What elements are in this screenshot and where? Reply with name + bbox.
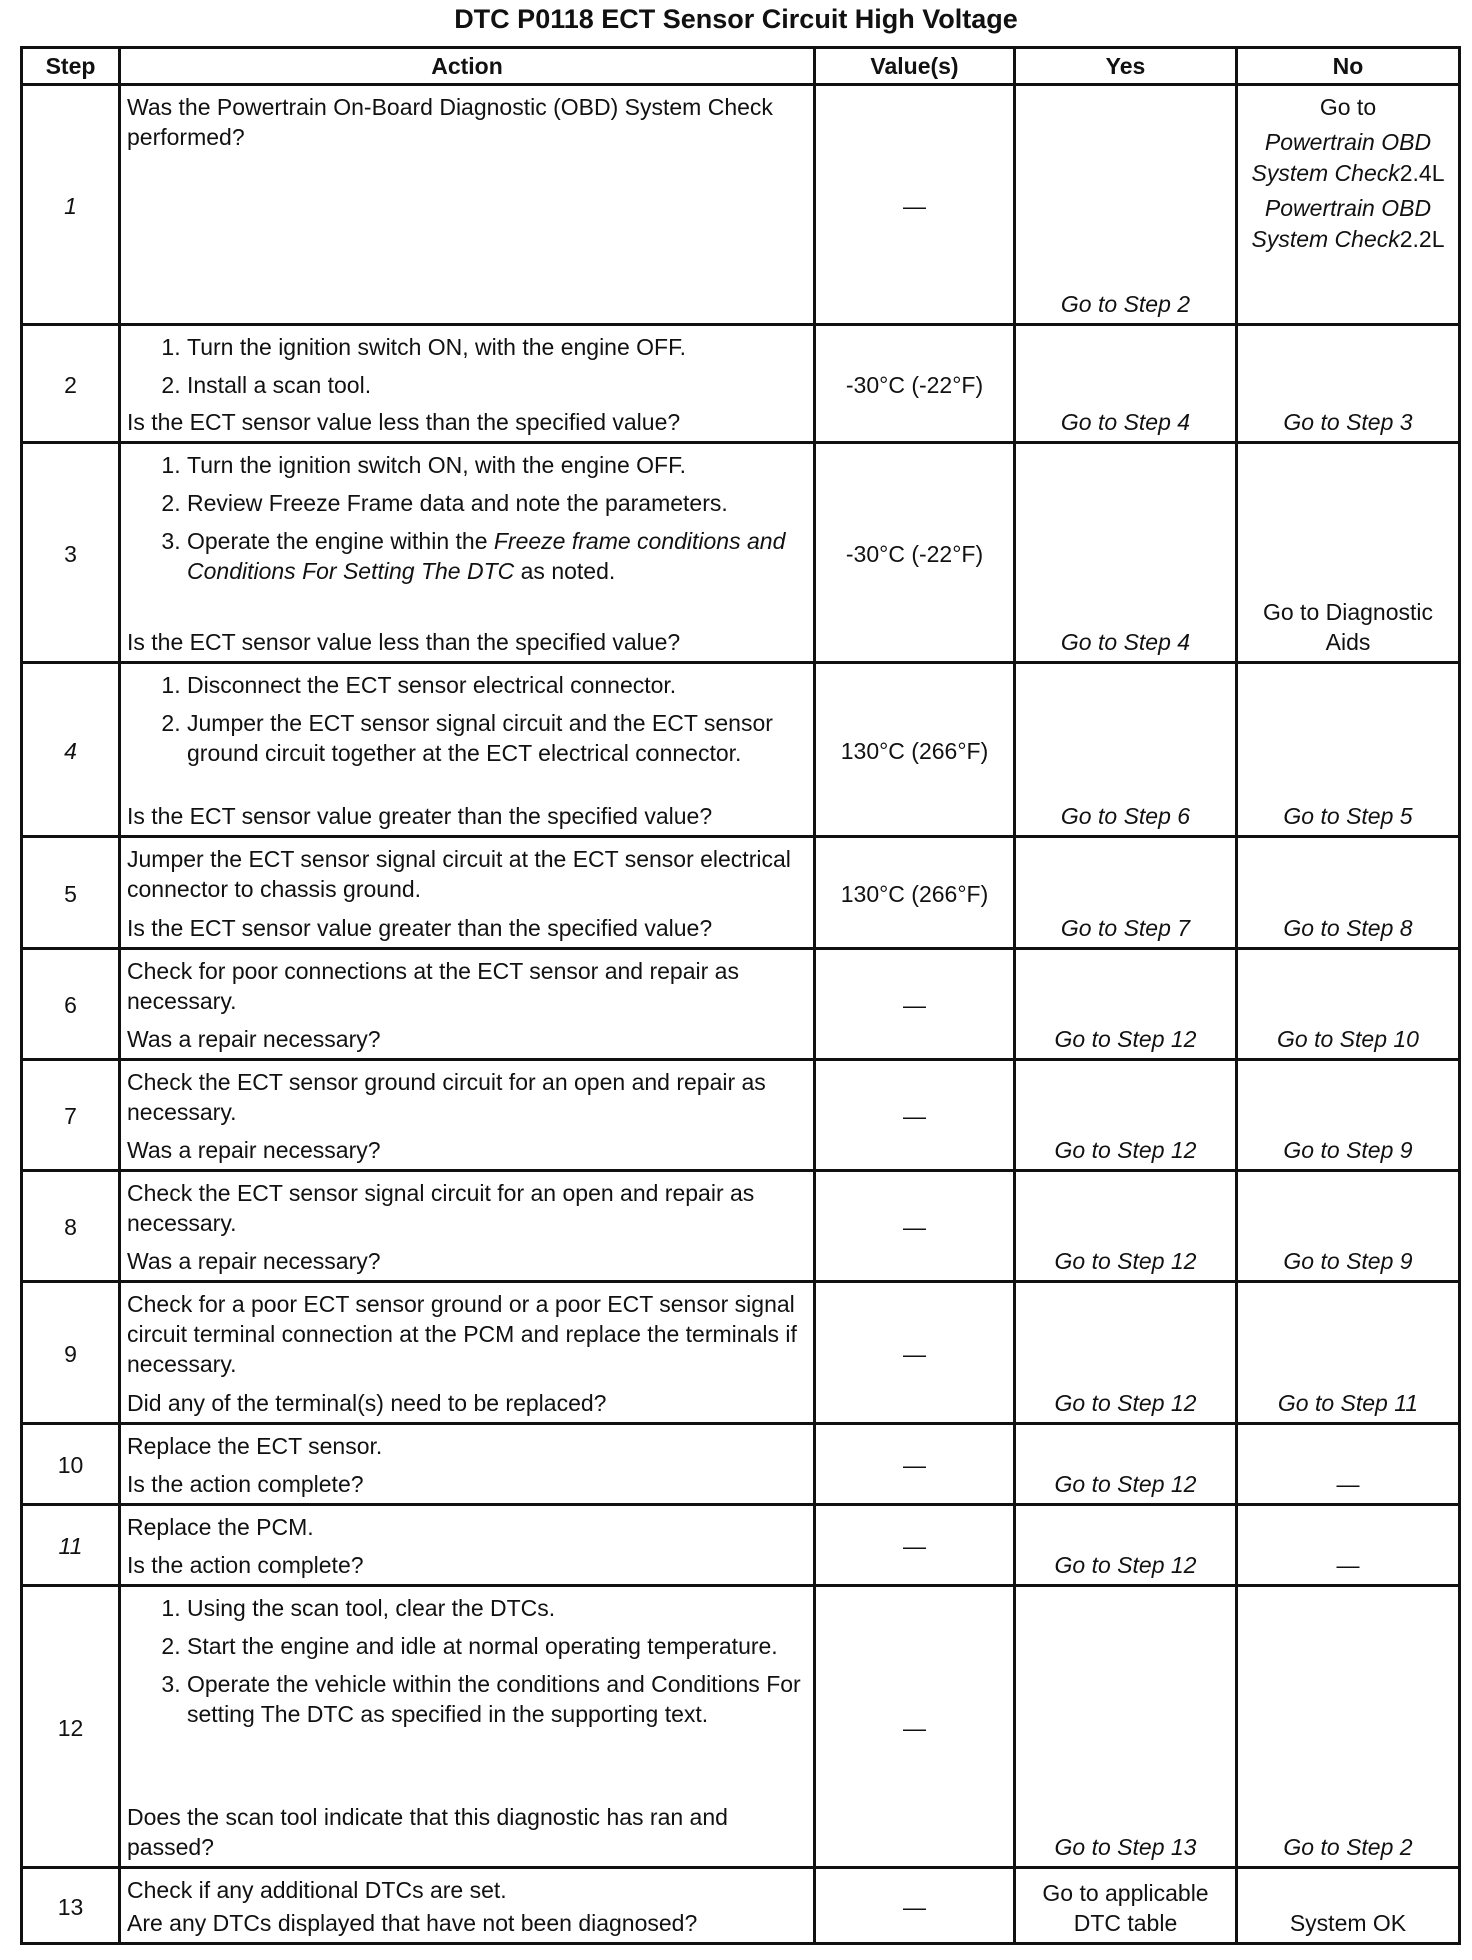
no-cell: Go to Step 5 [1237,663,1460,837]
yes-cell: Go to Step 2 [1015,85,1237,325]
yes-cell: Go to applicable DTC table [1015,1868,1237,1944]
step-number: 13 [22,1868,120,1944]
action-cell [120,1060,815,1171]
action-text: Check for poor connections at the ECT sensor and repair as necessary. [127,958,739,1014]
yes-cell: Go to Step 12 [1015,1282,1237,1424]
action-question: Is the ECT sensor value greater than the specified value? [127,803,713,829]
header-yes: Yes [1015,48,1237,85]
action-question: Are any DTCs displayed that have not been diagnosed? [127,1910,698,1936]
value-cell: — [815,1586,1015,1868]
action-cell [120,663,815,837]
action-cell [120,1424,815,1505]
action-cell [120,1868,815,1944]
value-cell: -30°C (-22°F) [815,443,1015,663]
table-row [22,1060,1460,1171]
header-action: Action [120,48,815,85]
action-cell [120,1586,815,1868]
no-cell: Go to Step 10 [1237,949,1460,1060]
table-row [22,325,1460,443]
action-question: Is the action complete? [127,1471,364,1497]
table-row [22,85,1460,325]
no-cell [1237,85,1460,325]
header-step: Step [22,48,120,85]
action-step: 2. Start the engine and idle at normal operating temperature. [187,1631,807,1661]
value-cell: — [815,1505,1015,1586]
action-cell [120,85,815,325]
no-goto: Go to [1319,94,1377,120]
action-cell [120,949,815,1060]
yes-cell: Go to Step 13 [1015,1586,1237,1868]
yes-cell: Go to Step 12 [1015,1505,1237,1586]
action-steps [127,450,807,586]
table-row [22,1868,1460,1944]
yes-cell: Go to Step 12 [1015,949,1237,1060]
no-link-obd-24: Powertrain OBD System Check2.4L [1251,129,1445,186]
action-question: Does the scan tool indicate that this diagnostic has ran and passed? [127,1804,728,1860]
action-cell [120,325,815,443]
diagnostic-table [20,46,1461,1945]
value-cell: — [815,1171,1015,1282]
step-number: 11 [22,1505,120,1586]
action-step: 2. Install a scan tool. [187,370,807,400]
action-question: Is the ECT sensor value less than the specified value? [127,629,681,655]
action-text: Replace the PCM. [127,1514,314,1540]
yes-cell: Go to Step 12 [1015,1424,1237,1505]
yes-cell: Go to Step 4 [1015,325,1237,443]
value-cell: -30°C (-22°F) [815,325,1015,443]
no-cell: Go to Diagnostic Aids [1237,443,1460,663]
action-step: 1. Using the scan tool, clear the DTCs. [187,1593,807,1623]
step-number: 7 [22,1060,120,1171]
step-number: 1 [22,85,120,325]
table-row [22,1586,1460,1868]
action-step: 3. Operate the vehicle within the conditions and Conditions For setting The DTC as specified in the supporting text. [187,1669,807,1729]
action-step: 1. Turn the ignition switch ON, with the engine OFF. [187,332,807,362]
yes-cell: Go to Step 6 [1015,663,1237,837]
no-link-obd-22: Powertrain OBD System Check2.2L [1251,195,1445,252]
value-cell: — [815,1282,1015,1424]
action-question: Did any of the terminal(s) need to be replaced? [127,1390,607,1416]
no-cell: System OK [1237,1868,1460,1944]
no-cell: Go to Step 9 [1237,1171,1460,1282]
action-cell [120,1171,815,1282]
value-cell: 130°C (266°F) [815,837,1015,949]
action-question: Is the action complete? [127,1552,364,1578]
step-number: 8 [22,1171,120,1282]
no-cell: Go to Step 3 [1237,325,1460,443]
table-header-row [22,48,1460,85]
action-text: Check if any additional DTCs are set. [127,1877,507,1903]
no-cell: Go to Step 11 [1237,1282,1460,1424]
no-cell: Go to Step 8 [1237,837,1460,949]
value-cell: — [815,1868,1015,1944]
table-row [22,837,1460,949]
action-steps [127,670,807,768]
value-cell: — [815,1424,1015,1505]
value-cell: — [815,85,1015,325]
action-cell [120,443,815,663]
step-number: 3 [22,443,120,663]
action-text: Was the Powertrain On-Board Diagnostic (OBD) System Check performed? [127,94,773,150]
table-row [22,1282,1460,1424]
action-step: 2. Review Freeze Frame data and note the parameters. [187,488,807,518]
step-number: 6 [22,949,120,1060]
table-row [22,663,1460,837]
step-number: 4 [22,663,120,837]
yes-cell: Go to Step 7 [1015,837,1237,949]
no-cell: Go to Step 2 [1237,1586,1460,1868]
action-text: Check the ECT sensor signal circuit for an open and repair as necessary. [127,1180,755,1236]
action-question: Is the ECT sensor value greater than the specified value? [127,915,713,941]
action-steps [127,1593,807,1729]
no-cell: — [1237,1505,1460,1586]
no-cell: Go to Step 9 [1237,1060,1460,1171]
action-steps [127,332,807,400]
step-number: 5 [22,837,120,949]
action-step: 3. Operate the engine within the Freeze frame conditions and Conditions For Setting The DTC as noted. [187,526,807,586]
step-number: 2 [22,325,120,443]
no-cell: — [1237,1424,1460,1505]
action-step: 1. Turn the ignition switch ON, with the engine OFF. [187,450,807,480]
action-question: Was a repair necessary? [127,1137,381,1163]
document-title: DTC P0118 ECT Sensor Circuit High Voltage [454,4,1018,34]
action-step: 1. Disconnect the ECT sensor electrical connector. [187,670,807,700]
action-cell [120,1505,815,1586]
step-number: 9 [22,1282,120,1424]
step-number: 10 [22,1424,120,1505]
table-row [22,1505,1460,1586]
value-cell: — [815,1060,1015,1171]
header-values: Value(s) [815,48,1015,85]
table-row [22,1171,1460,1282]
action-text: Check the ECT sensor ground circuit for an open and repair as necessary. [127,1069,766,1125]
action-question: Is the ECT sensor value less than the specified value? [127,409,681,435]
yes-cell: Go to Step 4 [1015,443,1237,663]
yes-cell: Go to Step 12 [1015,1171,1237,1282]
table-row [22,949,1460,1060]
action-question: Was a repair necessary? [127,1026,381,1052]
yes-cell: Go to Step 12 [1015,1060,1237,1171]
action-question: Was a repair necessary? [127,1248,381,1274]
action-cell [120,837,815,949]
action-cell [120,1282,815,1424]
value-cell: 130°C (266°F) [815,663,1015,837]
step-number: 12 [22,1586,120,1868]
table-row [22,443,1460,663]
value-cell: — [815,949,1015,1060]
action-text: Replace the ECT sensor. [127,1433,383,1459]
action-step: 2. Jumper the ECT sensor signal circuit and the ECT sensor ground circuit together at the ECT electrical connector. [187,708,807,768]
header-no: No [1237,48,1460,85]
action-text: Jumper the ECT sensor signal circuit at the ECT sensor electrical connector to chassis ground. [127,846,791,902]
action-text: Check for a poor ECT sensor ground or a poor ECT sensor signal circuit terminal connection at the PCM and replace the terminals if necessary. [127,1291,797,1377]
table-row [22,1424,1460,1505]
